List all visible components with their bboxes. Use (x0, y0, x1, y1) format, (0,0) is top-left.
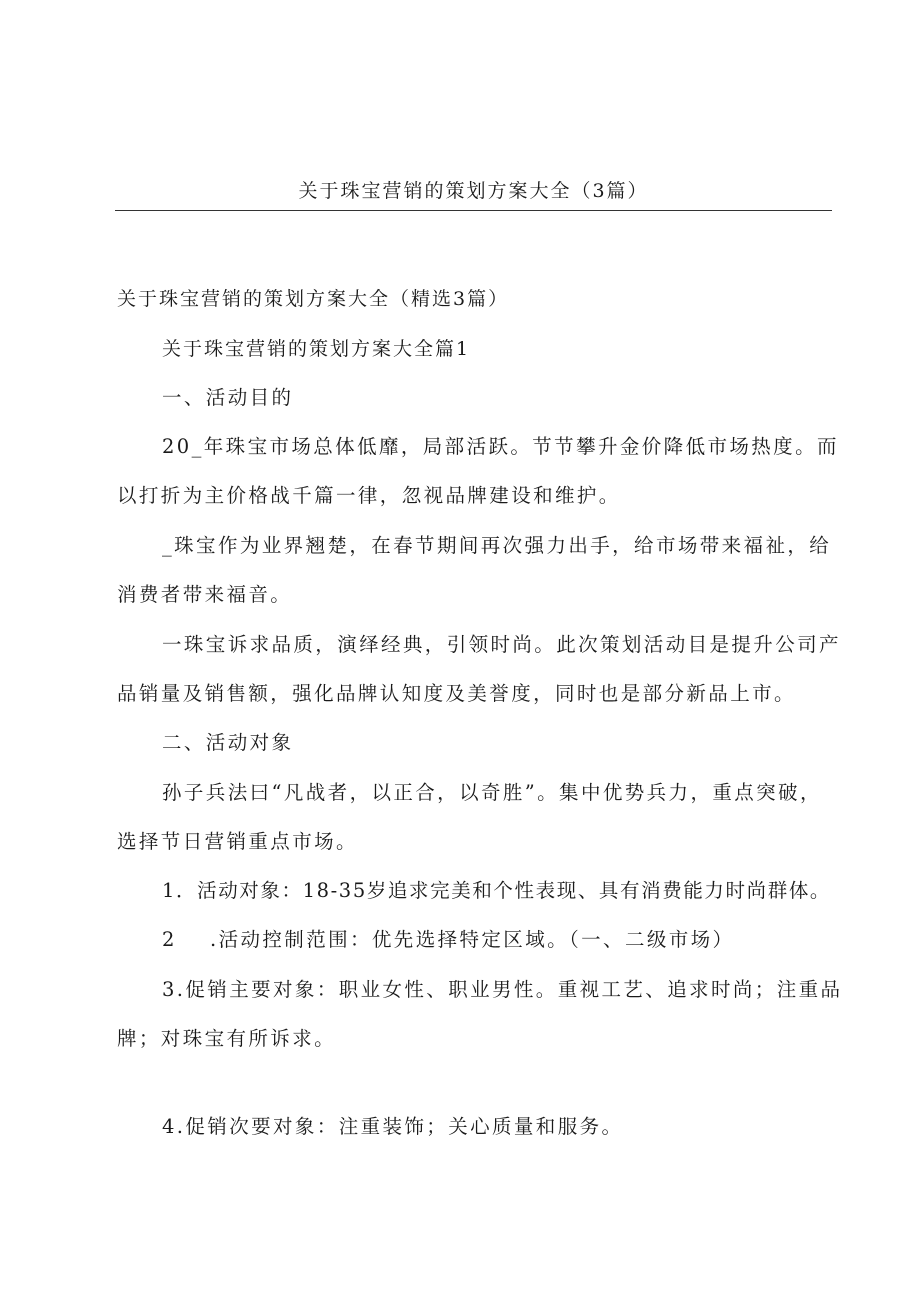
list-item: 3.促销主要对象：职业女性、职业男性。重视工艺、追求时尚；注重品 (162, 978, 843, 1001)
paragraph-line: 以打折为主价格战千篇一律，忽视品牌建设和维护。 (117, 484, 621, 507)
paragraph-line: 品销量及销售额，强化品牌认知度及美誉度，同时也是部分新品上市。 (117, 682, 796, 705)
paragraph-line: 选择节日营销重点市场。 (117, 830, 358, 853)
paragraph-line: _珠宝作为业界翘楚，在春节期间再次强力出手，给市场带来福祉，给 (162, 534, 832, 557)
document-subtitle: 关于珠宝营销的策划方案大全（精选3篇） (117, 288, 510, 310)
paragraph-line: 牌；对珠宝有所诉求。 (117, 1027, 337, 1050)
list-item-text: .活动控制范围：优先选择特定区域。（一、二级市场） (210, 928, 735, 951)
paragraph-line: 孙子兵法曰“凡战者，以正合，以奇胜”。集中优势兵力，重点突破， (162, 781, 822, 804)
header-divider (115, 210, 832, 211)
list-item (162, 926, 734, 954)
paragraph-line: 20_年珠宝市场总体低靡，局部活跃。节节攀升金价降低市场热度。而 (162, 435, 839, 458)
list-item: 4.促销次要对象：注重装饰；关心质量和服务。 (162, 1115, 624, 1138)
list-item: 1．活动对象：18-35岁追求完美和个性表现、具有消费能力时尚群体。 (162, 879, 832, 902)
section-heading-purpose: 一、活动目的 (162, 386, 294, 409)
paragraph-line: 一珠宝诉求品质，演绎经典，引领时尚。此次策划活动目是提升公司产 (162, 633, 841, 656)
paragraph-line: 消费者带来福音。 (117, 583, 293, 606)
section-heading-audience: 二、活动对象 (162, 731, 294, 754)
header-title: 关于珠宝营销的策划方案大全（3篇） (298, 180, 649, 202)
chapter-title: 关于珠宝营销的策划方案大全篇1 (162, 338, 471, 360)
list-item-number: 2 (162, 928, 177, 951)
